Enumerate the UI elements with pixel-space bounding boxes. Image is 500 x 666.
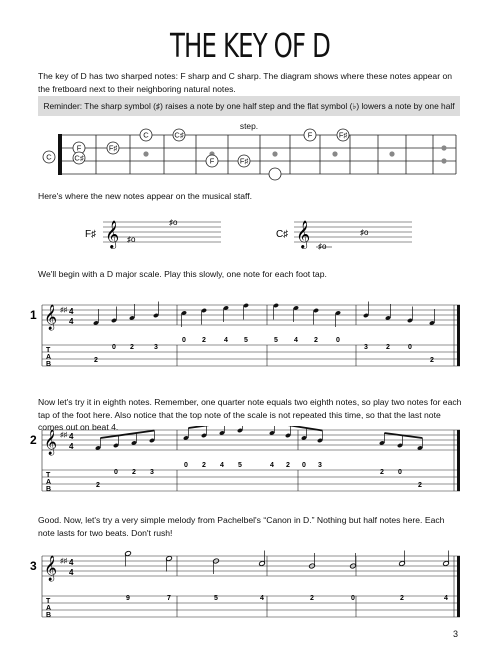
- tab-number: 0: [302, 462, 306, 469]
- example-3-system: [30, 548, 466, 622]
- tab-number: 2: [286, 462, 290, 469]
- fret-marker-4: C: [143, 130, 149, 140]
- tab-number: 5: [274, 337, 278, 344]
- tab-number: 2: [132, 469, 136, 476]
- tab-number: 3: [154, 344, 158, 351]
- fret-marker-7: F♯: [239, 156, 249, 166]
- tab-number: 2: [94, 357, 98, 364]
- tab-numbers: [96, 462, 422, 489]
- svg-text:B: B: [46, 612, 52, 619]
- tab-number: 3: [318, 462, 322, 469]
- example-1-system: [30, 293, 466, 375]
- tab-number: 5: [214, 595, 218, 602]
- section3-text: Good. Now, let's try a very simple melody from Pachelbel's “Canon in D.” Nothing but half notes here. Each note lasts for two beats. Don't rush!: [38, 515, 445, 538]
- notation-notes: [93, 302, 435, 328]
- fretboard-diagram: [38, 124, 462, 182]
- tab-number: 0: [112, 344, 116, 351]
- tab-number: 2: [386, 344, 390, 351]
- note-csharp-low: ♯o: [318, 242, 327, 251]
- tab-number: 0: [398, 469, 402, 476]
- staff-example-fsharp: [85, 212, 225, 252]
- tab-number: 2: [130, 344, 134, 351]
- tab-numbers: [94, 337, 434, 364]
- example-number: 1: [30, 308, 37, 322]
- fret-marker-6: F: [209, 156, 215, 166]
- svg-text:B: B: [46, 361, 52, 368]
- fret-marker-8: F: [307, 130, 313, 140]
- tab-number: 4: [260, 595, 264, 602]
- tab-number: 2: [202, 462, 206, 469]
- example-number: 2: [30, 433, 37, 447]
- svg-text:A: A: [46, 605, 52, 612]
- note-csharp-high: ♯o: [360, 228, 369, 237]
- reminder-text: Reminder: The sharp symbol (♯) raises a note by one half step and the flat symbol (♭) lowers a note by one half step.: [43, 101, 455, 131]
- tab-letters: [46, 472, 51, 493]
- tab-number: 4: [224, 337, 228, 344]
- tab-number: 0: [351, 595, 355, 602]
- tab-number: 0: [336, 337, 340, 344]
- tab-number: 5: [244, 337, 248, 344]
- tab-number: 2: [380, 469, 384, 476]
- treble-clef-icon: 𝄞: [44, 429, 58, 454]
- fret-marker-9: F♯: [338, 130, 348, 140]
- tab-number: 2: [314, 337, 318, 344]
- tab-number: 4: [294, 337, 298, 344]
- tab-number: 3: [364, 344, 368, 351]
- svg-text:A: A: [46, 479, 52, 486]
- section1-text: We'll begin with a D major scale. Play this slowly, one note for each foot tap.: [38, 269, 327, 279]
- tab-number: 2: [418, 482, 422, 489]
- tab-number: 2: [202, 337, 206, 344]
- key-signature: ♯♯: [60, 307, 67, 314]
- tab-number: 5: [238, 462, 242, 469]
- treble-clef-icon: 𝄞: [44, 555, 58, 580]
- example-number: 3: [30, 559, 37, 573]
- tab-number: 9: [126, 595, 130, 602]
- page-title: THE KEY OF D: [169, 26, 331, 65]
- treble-clef-icon: 𝄞: [296, 221, 311, 248]
- tab-number: 4: [220, 462, 224, 469]
- treble-clef-icon: 𝄞: [44, 304, 58, 329]
- tab-number: 2: [96, 482, 100, 489]
- time-sig-bottom: 4: [69, 442, 74, 451]
- example-2-system: [30, 426, 466, 496]
- tab-number: 0: [184, 462, 188, 469]
- tab-number: 0: [182, 337, 186, 344]
- tab-number: 0: [408, 344, 412, 351]
- note-fsharp-high: ♯o: [169, 218, 178, 227]
- svg-text:B: B: [46, 486, 52, 493]
- reminder-box: [38, 96, 460, 131]
- fret-marker-5: C♯: [174, 130, 184, 140]
- tab-number: 2: [430, 357, 434, 364]
- svg-text:T: T: [46, 347, 51, 354]
- notation-notes: [125, 551, 450, 575]
- intro-paragraph: The key of D has two sharped notes: F sharp and C sharp. The diagram shows where these notes appear on the fretboard next to their neighboring natural notes.: [38, 71, 453, 94]
- treble-clef-icon: 𝄞: [105, 221, 120, 248]
- fret-marker-2: C♯: [74, 153, 84, 163]
- tab-number: 2: [310, 595, 314, 602]
- fret-marker-3: F♯: [108, 143, 118, 153]
- svg-text:A: A: [46, 354, 52, 361]
- key-signature: ♯♯: [60, 558, 67, 565]
- staff-example-label-csharp: C♯: [276, 229, 289, 240]
- page-number: 3: [452, 629, 458, 639]
- svg-text:T: T: [46, 472, 51, 479]
- note-fsharp-low: ♯o: [127, 235, 136, 244]
- time-sig-top: 4: [69, 307, 74, 316]
- fret-marker-1: F: [76, 143, 82, 153]
- staff-intro-text: Here's where the new notes appear on the musical staff.: [38, 191, 253, 201]
- tab-number: 7: [167, 595, 171, 602]
- time-sig-top: 4: [69, 432, 74, 441]
- tab-number: 3: [150, 469, 154, 476]
- time-sig-bottom: 4: [69, 317, 74, 326]
- tab-number: 2: [400, 595, 404, 602]
- tab-number: 4: [270, 462, 274, 469]
- time-sig-bottom: 4: [69, 568, 74, 577]
- tab-letters: [46, 347, 51, 368]
- staff-example-csharp: [276, 212, 416, 252]
- key-signature: ♯♯: [60, 432, 67, 439]
- tab-number: 4: [444, 595, 448, 602]
- staff-example-label-fsharp: F♯: [85, 229, 97, 240]
- section2-text: Now let's try it in eighth notes. Remember, one quarter note equals two eighth notes, so play two notes for each tap of the foot here. Also notice that the top note of the scale is not repeated this time, so that the last note comes out on beat 4.: [38, 397, 462, 432]
- tab-number: 0: [114, 469, 118, 476]
- svg-text:T: T: [46, 598, 51, 605]
- tab-letters: [46, 598, 51, 619]
- time-sig-top: 4: [69, 558, 74, 567]
- open-note-label: C: [46, 152, 52, 162]
